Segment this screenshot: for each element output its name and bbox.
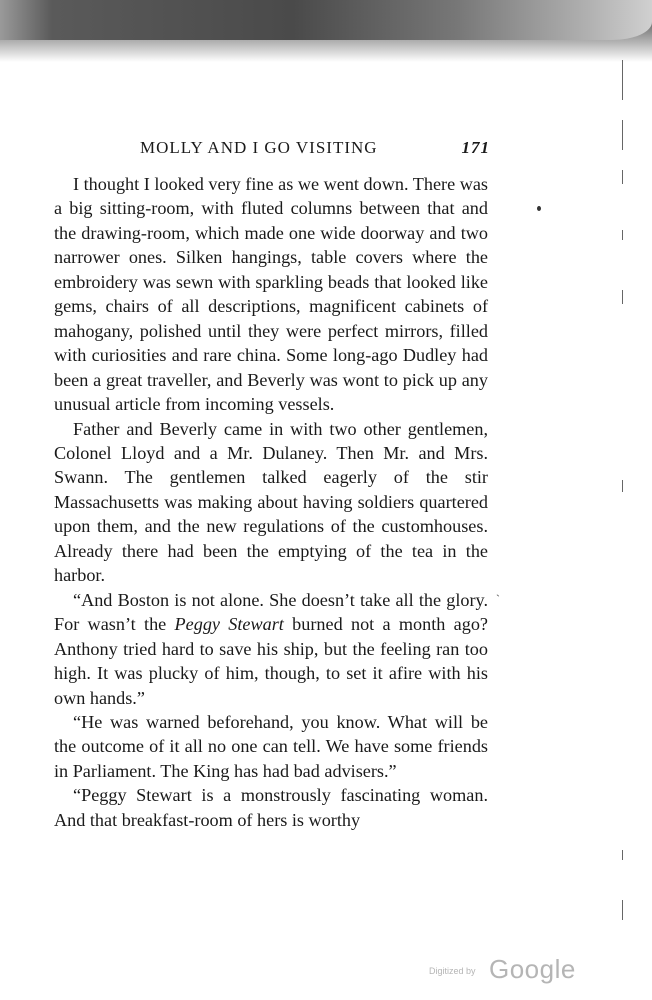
- scan-shadow-top: [0, 0, 652, 62]
- paragraph-text: burned not a month ago? Anthony tried hard to save his ship, but the feeling ran too high. It was plucky of him, though, to set it afire with his own hands.”: [54, 614, 488, 708]
- google-logo: Google: [489, 954, 576, 984]
- paragraph: “He was warned beforehand, you know. What will be the outcome of it all no one can tell. We have some friends in Parliament. The King has had bad advisers.”: [54, 711, 488, 781]
- scan-margin-marks: [614, 60, 634, 960]
- paragraph: Father and Beverly came in with two other gentlemen, Colonel Lloyd and a Mr. Dulaney. Then Mr. and Mrs. Swann. The gentlemen talked eagerly of the stir Massachusetts was making about having soldiers quartered upon them, and the new regulations of the customhouses. Already there had been the emptying of the tea in the harbor.: [54, 418, 488, 586]
- paragraph-text: “And Boston is not alone. She doesn’t take all the glory. For wasn’t the: [54, 589, 488, 635]
- paragraph: I thought I looked very fine as we went down. There was a big sitting-room, with fluted columns between that and the drawing-room, which made one wide doorway and two narrower ones. Silken hangings, table covers where the embroidery was sewn with sparkling beads that looked like gems, chairs of all descriptions, magnificent cabinets of mahogany, polished until they were perfect mirrors, filled with curiosities and rare china. Some long-ago Dudley had been a great traveller, and Beverly was wont to pick up any unusual article from incoming vessels.: [54, 174, 488, 415]
- scan-speck: [537, 206, 541, 211]
- ship-name: Peggy Stewart: [174, 614, 284, 635]
- paragraph: [54, 588, 488, 710]
- digitized-label: Digitized by: [429, 966, 476, 976]
- running-header: [140, 138, 490, 162]
- page-body: [54, 172, 488, 832]
- scan-tick-mark: `: [496, 592, 500, 606]
- page-number: 171: [461, 138, 490, 157]
- paragraph: “Peggy Stewart is a monstrously fascinating woman. And that breakfast-room of hers is worthy: [54, 785, 488, 830]
- digitized-watermark: [429, 954, 576, 986]
- running-title: MOLLY AND I GO VISITING: [140, 138, 378, 157]
